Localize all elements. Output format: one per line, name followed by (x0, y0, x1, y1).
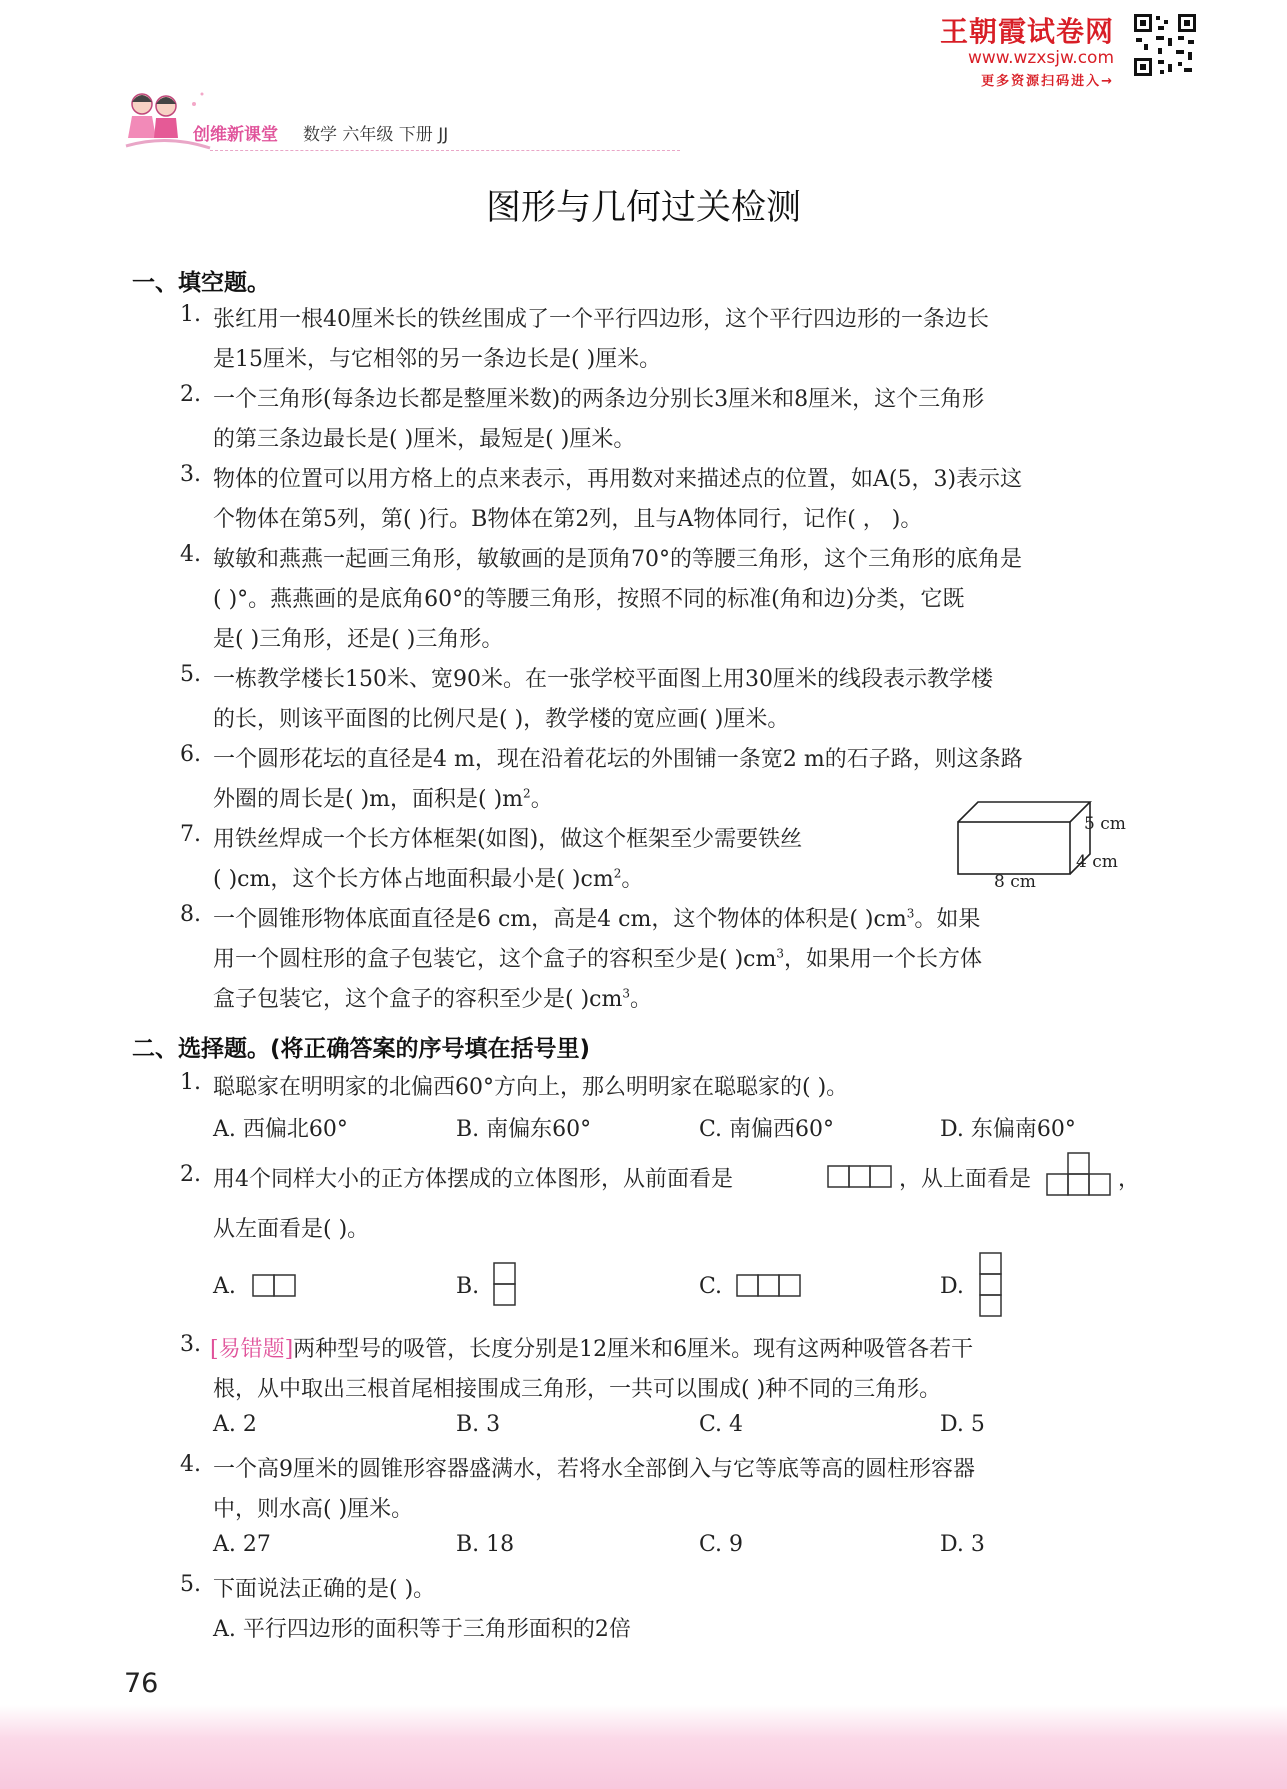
question-number: 7. (180, 822, 201, 847)
option-c: C. (699, 1274, 723, 1299)
question-number: 8. (180, 902, 201, 927)
brand-slogan: 更多资源扫码进入→ (981, 74, 1115, 89)
option-a: A. 27 (213, 1532, 271, 1557)
page-title: 图形与几何过关检测 (485, 188, 801, 228)
question-text: 外圈的周长是( )m，面积是( )$m^2$。 (213, 786, 553, 812)
dimension-label-height: 5 cm (1084, 814, 1126, 834)
question-text: 是15厘米，与它相邻的另一条边长是( )厘米。 (213, 347, 662, 372)
question-number: 5. (180, 662, 201, 687)
question-text: ， (1118, 1167, 1141, 1192)
question-text: [易错题]两种型号的吸管，长度分别是12厘米和6厘米。现有这两种吸管各若干 (210, 1337, 974, 1362)
option-c: C. 4 (699, 1412, 744, 1437)
option-a-figure (250, 1272, 300, 1300)
top-view-figure (1044, 1150, 1116, 1200)
question-text: 用一个圆柱形的盒子包装它，这个盒子的容积至少是( )$cm^3$，如果用一个长方体 (213, 946, 982, 972)
question-number: 2. (180, 1162, 201, 1187)
question-text: 个物体在第5列，第( )行。B物体在第2列，且与A物体同行，记作( ， )。 (213, 507, 923, 532)
question-number: 4. (180, 1452, 201, 1477)
dimension-label-length: 8 cm (994, 872, 1036, 892)
question-text: 一栋教学楼长150米、宽90米。在一张学校平面图上用30厘米的线段表示教学楼 (213, 667, 993, 692)
option-c: C. 9 (699, 1532, 744, 1557)
option-a: A. 2 (213, 1412, 257, 1437)
brand-block (940, 10, 1114, 89)
option-d: D. 3 (940, 1532, 985, 1557)
option-d: D. 东偏南60° (940, 1117, 1076, 1142)
question-text: 敏敏和燕燕一起画三角形，敏敏画的是顶角70°的等腰三角形，这个三角形的底角是 (213, 547, 1022, 572)
question-number: 2. (180, 382, 201, 407)
question-number: 1. (180, 302, 201, 327)
question-text: 聪聪家在明明家的北偏西60°方向上，那么明明家在聪聪家的( )。 (213, 1075, 849, 1100)
question-text: ( )°。燕燕画的是底角60°的等腰三角形，按照不同的标准(角和边)分类，它既 (213, 587, 965, 612)
question-number: 6. (180, 742, 201, 767)
question-text: 一个高9厘米的圆锥形容器盛满水，若将水全部倒入与它等底等高的圆柱形容器 (213, 1457, 975, 1482)
question-text: 的第三条边最长是( )厘米，最短是( )厘米。 (213, 427, 636, 452)
question-text: 的长，则该平面图的比例尺是( )，教学楼的宽应画( )厘米。 (213, 707, 790, 732)
question-text: 是( )三角形，还是( )三角形。 (213, 627, 504, 652)
option-b: B. 3 (456, 1412, 501, 1437)
header-divider (210, 150, 680, 151)
option-a: A. 平行四边形的面积等于三角形面积的2倍 (213, 1617, 631, 1642)
question-text: 中，则水高( )厘米。 (213, 1497, 414, 1522)
question-number: 1. (180, 1070, 201, 1095)
question-text: 用4个同样大小的正方体摆成的立体图形，从前面看是 (213, 1167, 733, 1192)
question-text: 用铁丝焊成一个长方体框架(如图)，做这个框架至少需要铁丝 (213, 827, 803, 852)
section-heading-multiple-choice: 二、选择题。(将正确答案的序号填在括号里) (132, 1036, 591, 1062)
question-number: 4. (180, 542, 201, 567)
option-b-figure (490, 1260, 520, 1310)
option-c-figure (734, 1272, 806, 1300)
question-text: 从左面看是( )。 (213, 1217, 370, 1242)
question-text: 张红用一根40厘米长的铁丝围成了一个平行四边形，这个平行四边形的一条边长 (213, 307, 989, 332)
qr-code-icon[interactable] (1132, 12, 1198, 78)
question-text: 一个圆锥形物体底面直径是6 cm，高是4 cm，这个物体的体积是( )$cm^3$。如果 (213, 906, 981, 932)
option-b: B. 南偏东60° (456, 1117, 592, 1142)
option-b: B. (456, 1274, 480, 1299)
page-number: 76 (124, 1668, 159, 1699)
option-d-figure (976, 1250, 1006, 1322)
front-view-figure (826, 1163, 896, 1189)
question-text: ( )cm，这个长方体占地面积最小是( )$cm^2$。 (213, 866, 644, 892)
subject-info: 数学 六年级 下册 JJ (303, 125, 449, 145)
option-c: C. 南偏西60° (699, 1117, 835, 1142)
option-a: A. (213, 1274, 236, 1299)
question-number: 5. (180, 1572, 201, 1597)
question-text: 根，从中取出三根首尾相接围成三角形，一共可以围成( )种不同的三角形。 (213, 1377, 942, 1402)
option-b: B. 18 (456, 1532, 515, 1557)
footer-band (0, 1705, 1287, 1789)
section-heading-fill-blank: 一、填空题。 (132, 270, 270, 296)
option-a: A. 西偏北60° (213, 1117, 348, 1142)
brand-url: www.wzxsjw.com (967, 48, 1115, 68)
option-d: D. (940, 1274, 964, 1299)
question-number: 3. (180, 462, 201, 487)
question-text: 下面说法正确的是( )。 (213, 1577, 436, 1602)
question-text: ，从上面看是 (899, 1167, 1032, 1192)
series-name: 创维新课堂 (193, 125, 278, 145)
question-text: 一个三角形(每条边长都是整厘米数)的两条边分别长3厘米和8厘米，这个三角形 (213, 387, 985, 412)
dimension-label-width: 4 cm (1076, 852, 1118, 872)
question-text: 盒子包装它，这个盒子的容积至少是( )$cm^3$。 (213, 986, 652, 1012)
question-number: 3. (180, 1332, 201, 1357)
question-text: 一个圆形花坛的直径是4 m，现在沿着花坛的外围铺一条宽2 m的石子路，则这条路 (213, 747, 1023, 772)
option-d: D. 5 (940, 1412, 985, 1437)
brand-name: 王朝霞试卷网 (940, 15, 1115, 48)
error-prone-tag: [易错题] (210, 1337, 294, 1362)
question-text: 物体的位置可以用方格上的点来表示，再用数对来描述点的位置，如A(5，3)表示这 (213, 467, 1023, 492)
